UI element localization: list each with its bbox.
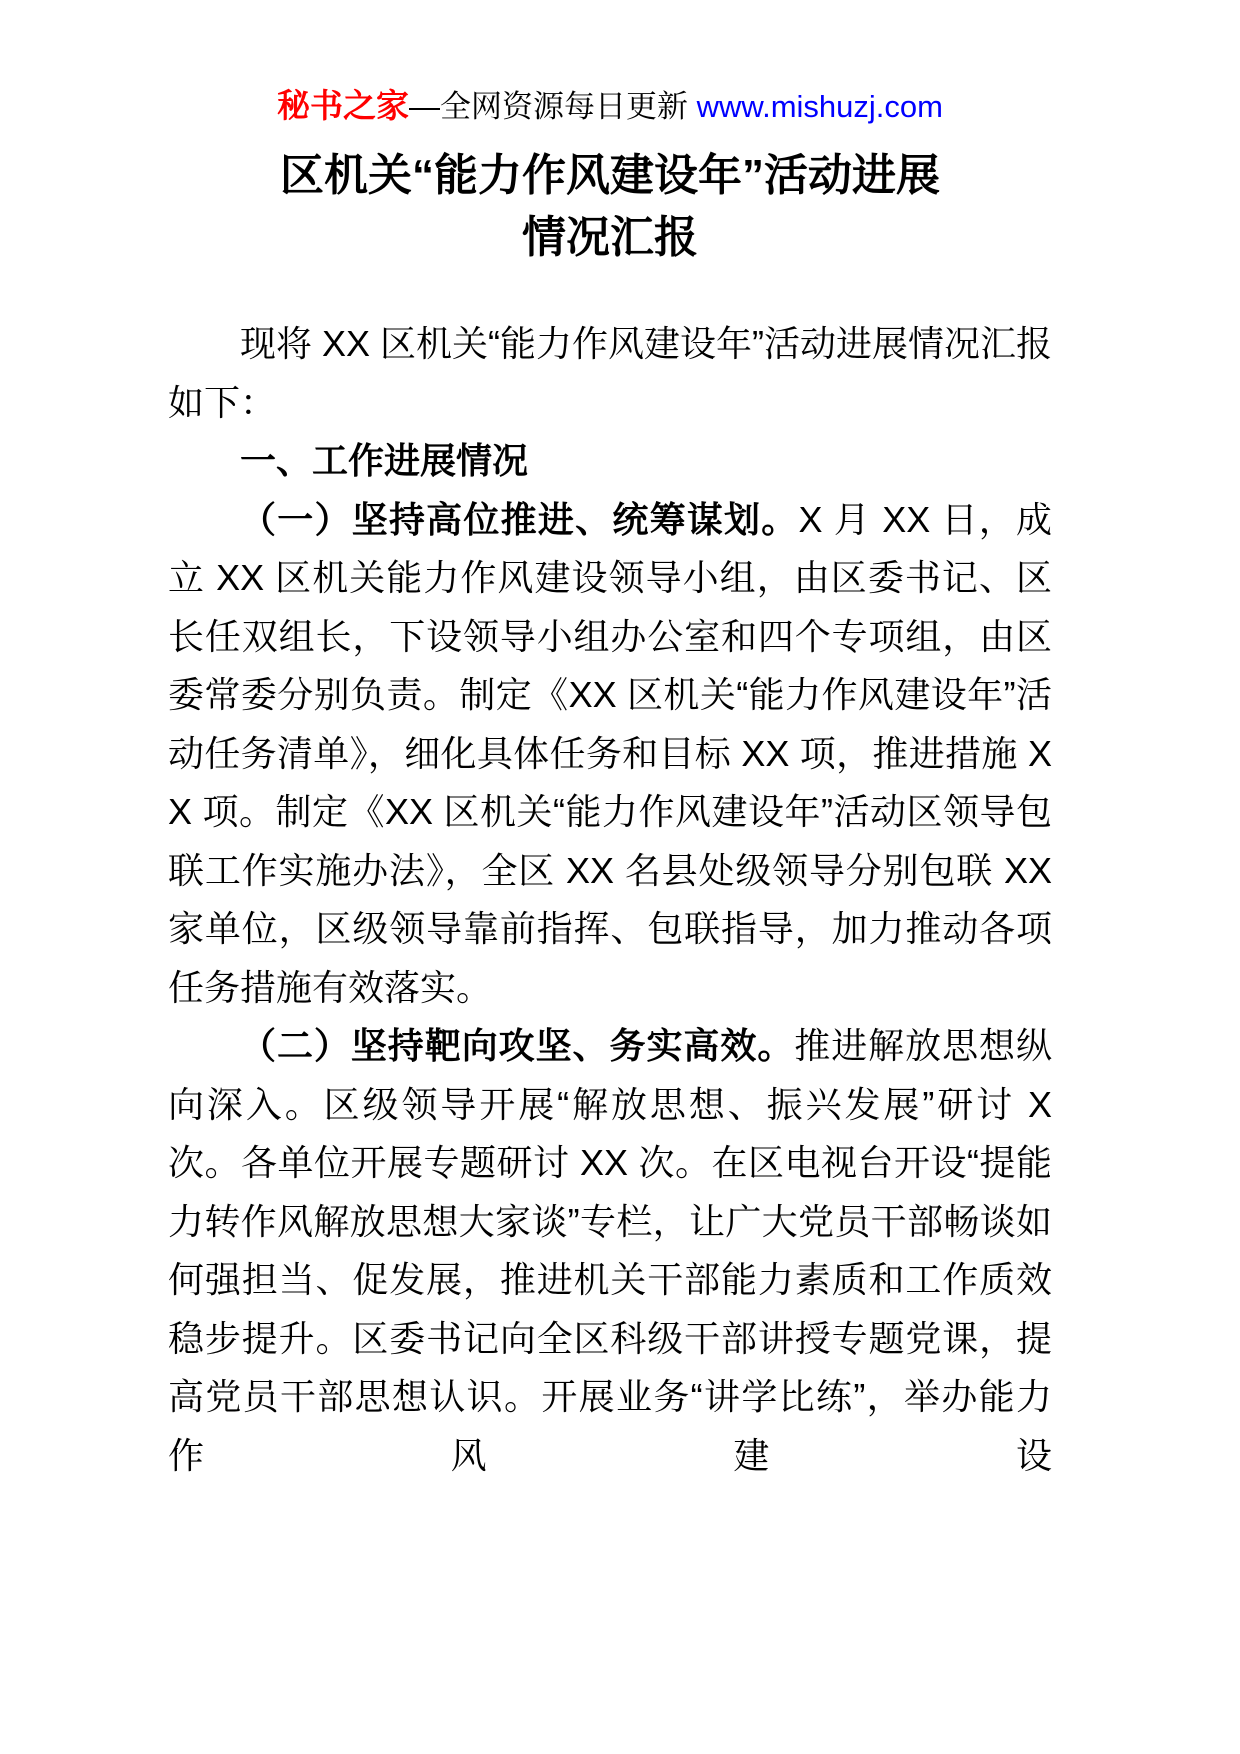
document-title-line-1: 区机关“能力作风建设年”活动进展 bbox=[280, 151, 940, 200]
document-body bbox=[168, 315, 1052, 1485]
item-2-text: 推进解放思想纵向深入。区级领导开展“解放思想、振兴发展”研讨 X 次。各单位开展专题研讨 XX 次。在区电视台开设“提能力转作风解放思想大家谈”专栏，让广大党员干部畅谈如何强担当、促发展，推进机关干部能力素质和工作质效稳步提升。区委书记向全区科级干部讲授专题党课，提高党员干部思想认识。开展业务“讲学比练”，举办能力作风建设 bbox=[168, 1025, 1052, 1476]
section-heading-1: 一、工作进展情况 bbox=[240, 440, 529, 481]
paragraph-item-2 bbox=[168, 1017, 1052, 1485]
tagline-text: —全网资源每日更新 bbox=[409, 89, 697, 124]
document-title-line-2: 情况汇报 bbox=[522, 213, 698, 262]
item-1-text: X 月 XX 日，成立 XX 区机关能力作风建设领导小组，由区委书记、区长任双组长，下设领导小组办公室和四个专项组，由区委常委分别负责。制定《XX 区机关“能力作风建设年”活动任务清单》，细化具体任务和目标 XX 项，推进措施 XX 项。制定《XX 区机关“能力作风建设年”活动区领导包联工作实施办法》，全区 XX 名县处级领导分别包联 XX 家单位，区级领导靠前指挥、包联指导，加力推动各项任务措施有效落实。 bbox=[168, 498, 1052, 1008]
site-url-link[interactable]: www.mishuzj.com bbox=[696, 89, 943, 124]
document-title bbox=[168, 145, 1052, 269]
item-2-lead: （二）坚持靶向攻坚、务实高效。 bbox=[240, 1025, 795, 1066]
paragraph-intro: 现将 XX 区机关“能力作风建设年”活动进展情况汇报如下： bbox=[168, 323, 1053, 423]
paragraph-item-1 bbox=[168, 491, 1052, 1018]
watermark-header bbox=[168, 86, 1052, 127]
item-1-lead: （一）坚持高位推进、统筹谋划。 bbox=[240, 498, 799, 540]
brand-text: 秘书之家 bbox=[277, 87, 410, 124]
